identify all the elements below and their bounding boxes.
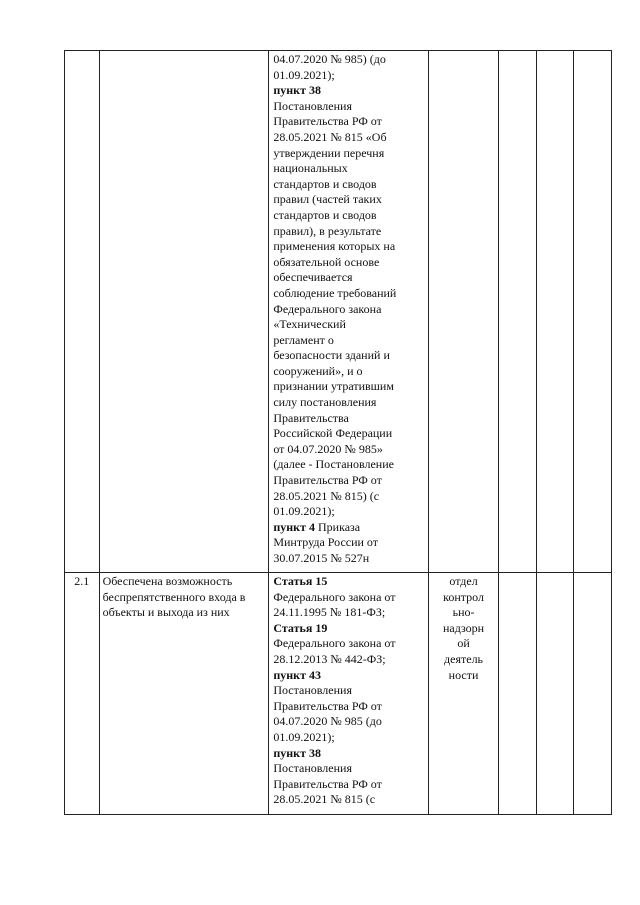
reference-heading: пункт 38 — [273, 83, 321, 98]
reference-text: Постановления Правительства РФ от 04.07.2020 № 985 (до 01.09.2021); — [273, 683, 382, 744]
reference-heading: Статья 19 — [273, 620, 328, 635]
requirement-text: Обеспечена возможность беспрепятственного входа в объекты и выхода из них — [99, 573, 269, 815]
row-number: 2.1 — [65, 573, 100, 815]
reference-text: Постановления Правительства РФ от 28.05.2021 № 815 (с — [273, 761, 382, 807]
reference-text: Минтруда России от 30.07.2015 № 527н — [273, 535, 379, 565]
empty-cell — [536, 51, 574, 573]
reference-text: Федерального закона от 24.11.1995 № 181-ФЗ; — [273, 589, 396, 620]
responsible-department: отдел контрол ьно- надзорн ой деятель ности — [428, 573, 498, 815]
reference-heading: пункт 4 — [273, 519, 315, 534]
empty-cell — [499, 573, 537, 815]
empty-cell — [536, 573, 574, 815]
row-number — [65, 51, 100, 573]
reference-heading: Статья 15 — [273, 574, 328, 588]
empty-cell — [574, 51, 612, 573]
empty-cell — [499, 51, 537, 573]
table-row — [65, 51, 612, 573]
table-row — [65, 573, 612, 815]
empty-cell — [574, 573, 612, 815]
reference-text: Федерального закона от 28.12.2013 № 442-ФЗ; — [273, 636, 396, 666]
regulation-table — [64, 50, 612, 815]
legal-references — [269, 51, 429, 573]
reference-heading: пункт 38 — [273, 745, 321, 760]
reference-text: Постановления Правительства РФ от 28.05.2021 № 815 «Об утверждении перечня национальных стандартов и сводов правил (частей таких стандартов и сводов правил), в результате применения которых на обязательной основе обеспечивается соблюдение требований Федерального закона «Технический регламент о безопасности зданий и сооружений», и о признании утратившим силу постановления Правительства Российской Федерации от 04.07.2020 № 985» (далее - Постановление Правительства РФ от 28.05.2021 № 815) (с 01.09.2021); — [273, 98, 397, 519]
requirement-text — [99, 51, 269, 573]
reference-text: Приказа — [314, 519, 361, 534]
responsible-department — [428, 51, 498, 573]
legal-references — [269, 573, 429, 815]
reference-text: 04.07.2020 № 985) (до 01.09.2021); — [273, 52, 386, 82]
reference-heading: пункт 43 — [273, 667, 321, 682]
